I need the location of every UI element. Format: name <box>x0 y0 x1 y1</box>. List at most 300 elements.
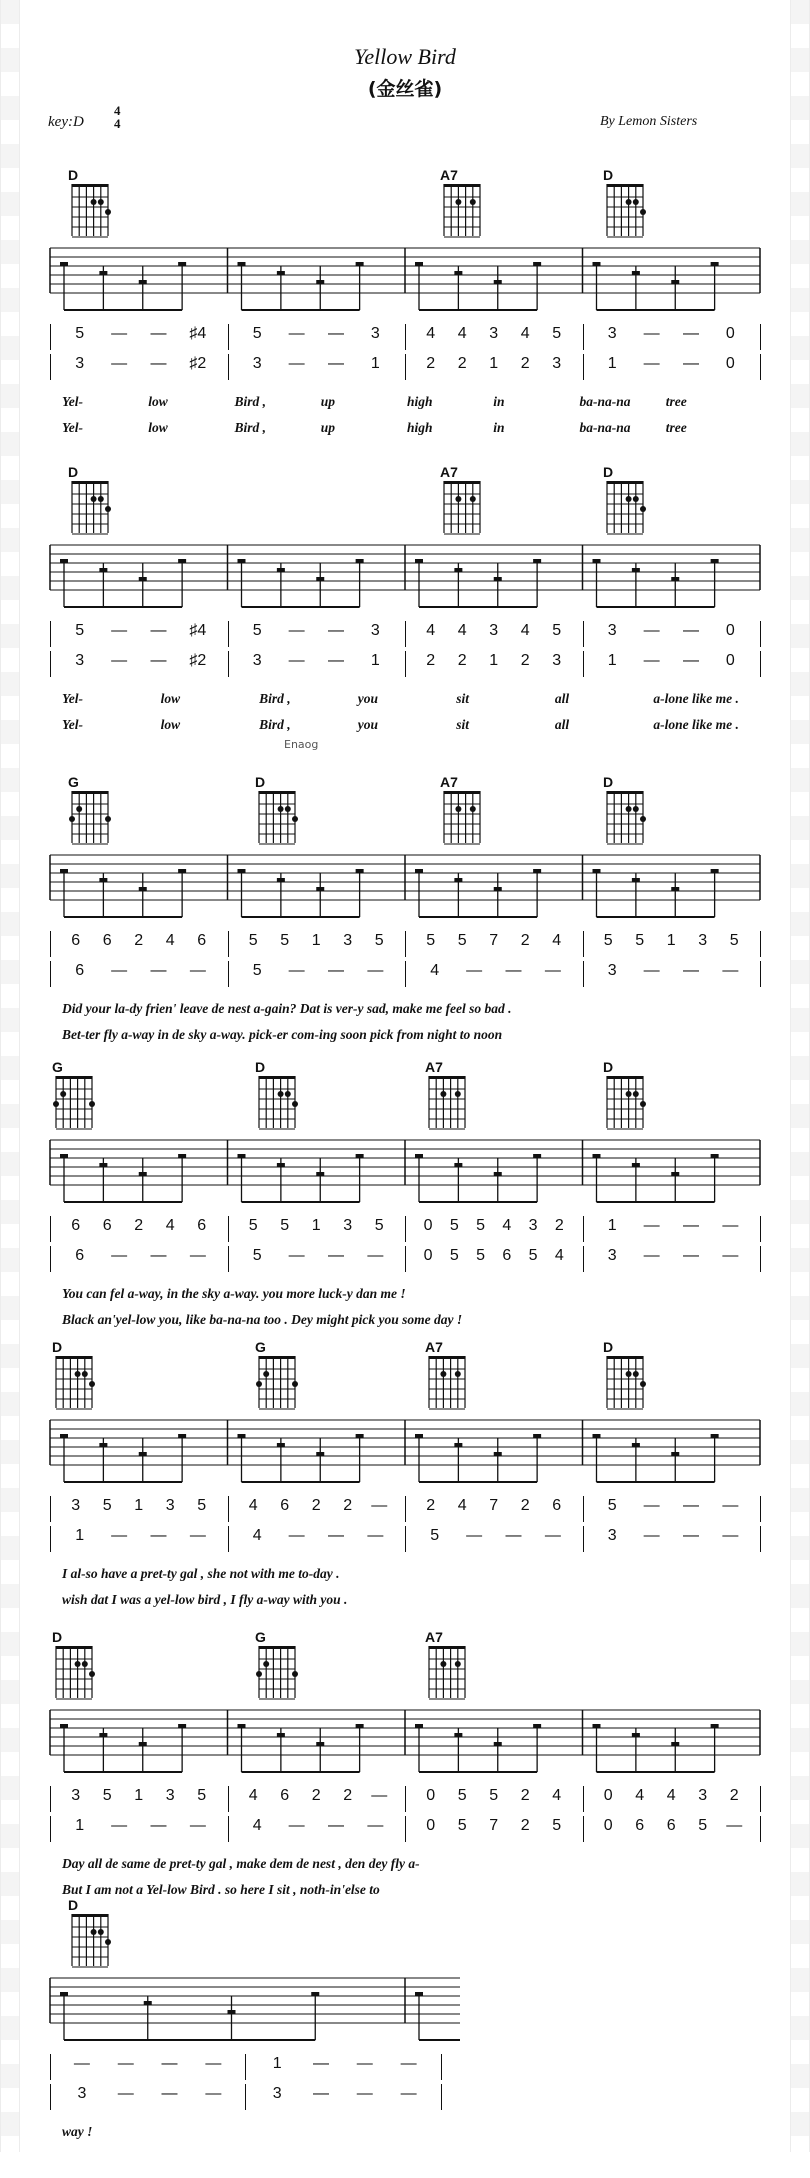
jianpu-note: 4 <box>426 622 436 639</box>
tab-note-mark <box>356 262 364 266</box>
jianpu-note: — <box>544 1527 561 1544</box>
jianpu-note: — <box>505 962 522 979</box>
lyric-word: Yel- <box>62 394 83 409</box>
notation-barline <box>50 1246 51 1272</box>
lyric-word: ba-na-na <box>579 420 631 435</box>
notation-barline <box>228 961 229 987</box>
jianpu-note: 1 <box>134 1787 144 1804</box>
lyric-word: sit <box>456 691 470 706</box>
tab-staff-wrapper <box>0 238 810 322</box>
jianpu-note: 0 <box>426 1817 436 1834</box>
tab-note-mark <box>356 559 364 563</box>
lyric-line <box>0 394 810 416</box>
jianpu-note: 3 <box>75 355 85 372</box>
jianpu-note: — <box>161 2055 178 2072</box>
notation-barline <box>405 1496 406 1522</box>
jianpu-note: — <box>150 1817 167 1834</box>
tab-note-mark <box>454 568 462 572</box>
finger-dot <box>256 1671 262 1677</box>
tab-note-mark <box>711 559 719 563</box>
jianpu-note: 5 <box>476 1217 486 1234</box>
tab-staff-wrapper <box>0 1410 810 1494</box>
lyric-line <box>0 1856 810 1878</box>
tab-staff <box>0 1700 810 1780</box>
jianpu-note: — <box>288 325 305 342</box>
notation-barline <box>228 1786 229 1812</box>
jianpu-note: 4 <box>502 1217 512 1234</box>
notation-barline <box>583 1526 584 1552</box>
tab-note-mark <box>454 1443 462 1447</box>
jianpu-note: — <box>111 622 128 639</box>
notation-barline <box>760 1246 761 1272</box>
jianpu-note: — <box>189 1247 206 1264</box>
chord-diagram-grid <box>52 1074 96 1130</box>
tab-note-mark <box>632 878 640 882</box>
chord-diagram-grid <box>440 789 484 845</box>
jianpu-note: 2 <box>343 1787 353 1804</box>
chord-diagram-grid <box>68 479 112 535</box>
finger-dot <box>105 1939 111 1945</box>
time-signature-top: 4 <box>114 103 121 118</box>
finger-dot <box>292 1671 298 1677</box>
finger-dot <box>440 1371 446 1377</box>
notation-barline <box>760 651 761 677</box>
jianpu-note: 5 <box>252 622 262 639</box>
jianpu-note: — <box>189 962 206 979</box>
finger-dot <box>633 496 639 502</box>
finger-dot <box>91 1929 97 1935</box>
chord-diagram <box>255 1340 301 1412</box>
jianpu-note: — <box>150 622 167 639</box>
tab-note-mark <box>238 869 246 873</box>
finger-dot <box>89 1101 95 1107</box>
tab-system <box>0 1898 810 2178</box>
finger-dot <box>455 806 461 812</box>
finger-dot <box>455 199 461 205</box>
jianpu-note: 2 <box>520 1787 530 1804</box>
chord-diagram <box>603 465 649 537</box>
jianpu-note: 3 <box>165 1787 175 1804</box>
finger-dot <box>455 1091 461 1097</box>
chord-name: D <box>255 1059 266 1075</box>
tab-note-mark <box>533 869 541 873</box>
lyric-line <box>0 420 810 442</box>
jianpu-note: 6 <box>75 1247 85 1264</box>
jianpu-note: 4 <box>248 1497 258 1514</box>
jianpu-note: — <box>643 1527 660 1544</box>
tab-note-mark <box>178 559 186 563</box>
jianpu-note: — <box>722 1527 739 1544</box>
finger-dot <box>626 199 632 205</box>
jianpu-note: — <box>117 2085 134 2102</box>
notation-barline <box>760 354 761 380</box>
jianpu-note: 0 <box>725 622 735 639</box>
tab-note-mark <box>178 869 186 873</box>
chord-name: A7 <box>440 774 458 790</box>
finger-dot <box>470 806 476 812</box>
jianpu-note: 5 <box>248 1217 258 1234</box>
tab-note-mark <box>277 568 285 572</box>
notation-barline <box>583 324 584 350</box>
jianpu-note: 2 <box>426 652 436 669</box>
jianpu-note: 2 <box>457 355 467 372</box>
tab-system <box>0 1060 810 1340</box>
jianpu-note: 5 <box>449 1217 459 1234</box>
jianpu-note: — <box>150 355 167 372</box>
jianpu-note: — <box>682 652 699 669</box>
jianpu-note: 2 <box>554 1217 564 1234</box>
tab-note-mark <box>277 878 285 882</box>
tab-note-mark <box>277 1163 285 1167</box>
jianpu-note: 1 <box>607 652 617 669</box>
jianpu-note: 0 <box>725 325 735 342</box>
jianpu-note: 3 <box>272 2085 282 2102</box>
jianpu-note: 6 <box>102 1217 112 1234</box>
tab-note-mark <box>99 1163 107 1167</box>
jianpu-note: — <box>682 1217 699 1234</box>
jianpu-note: 2 <box>729 1787 739 1804</box>
jianpu-note: — <box>682 1497 699 1514</box>
tab-note-mark <box>99 568 107 572</box>
tab-note-mark <box>593 869 601 873</box>
finger-dot <box>440 1091 446 1097</box>
notation-barline <box>583 961 584 987</box>
tab-note-mark <box>139 577 147 581</box>
finger-dot <box>640 1101 646 1107</box>
jianpu-note: 1 <box>75 1527 85 1544</box>
tab-note-mark <box>593 1724 601 1728</box>
lyric-word: ba-na-na <box>579 394 631 409</box>
lyric-word: high <box>407 420 433 435</box>
notation-barline <box>583 651 584 677</box>
notation-barline <box>441 2054 442 2080</box>
finger-dot <box>626 1091 632 1097</box>
chord-diagram <box>440 775 486 847</box>
notation-barline <box>583 621 584 647</box>
notation-barline <box>583 1246 584 1272</box>
chord-diagram <box>425 1630 471 1702</box>
jianpu-note: — <box>682 1247 699 1264</box>
jianpu-note: 5 <box>552 1817 562 1834</box>
tab-note-mark <box>99 1733 107 1737</box>
finger-dot <box>470 199 476 205</box>
chord-diagram-grid <box>603 479 647 535</box>
notation-barline <box>760 931 761 957</box>
jianpu-note: — <box>327 1247 344 1264</box>
tab-note-mark <box>632 1443 640 1447</box>
notation-barline <box>228 1526 229 1552</box>
jianpu-note: — <box>312 2055 329 2072</box>
chord-diagram-grid <box>68 1912 112 1968</box>
jianpu-note: 3 <box>528 1217 538 1234</box>
chord-name: A7 <box>425 1339 443 1355</box>
notation-barline <box>245 2054 246 2080</box>
jianpu-note: 3 <box>698 932 708 949</box>
finger-dot <box>455 1661 461 1667</box>
jianpu-note: — <box>367 1817 384 1834</box>
jianpu-note: 6 <box>197 932 207 949</box>
jianpu-note: — <box>73 2055 90 2072</box>
jianpu-note: 3 <box>165 1497 175 1514</box>
jianpu-note: 1 <box>489 652 499 669</box>
notation-barline <box>228 1816 229 1842</box>
jianpu-note: 2 <box>520 355 530 372</box>
tab-system <box>0 465 810 745</box>
chord-diagram <box>255 775 301 847</box>
chord-diagram <box>440 465 486 537</box>
jianpu-note: 5 <box>603 932 613 949</box>
tab-note-mark <box>415 559 423 563</box>
tab-note-mark <box>228 2010 236 2014</box>
jianpu-note: 6 <box>280 1497 290 1514</box>
jianpu-note: 4 <box>252 1817 262 1834</box>
finger-dot <box>60 1091 66 1097</box>
jianpu-note: — <box>111 355 128 372</box>
chord-diagram <box>68 168 114 240</box>
jianpu-note: 3 <box>607 1247 617 1264</box>
tab-note-mark <box>671 887 679 891</box>
lyric-word: tree <box>665 394 687 409</box>
jianpu-note: 4 <box>457 1497 467 1514</box>
jianpu-note: 7 <box>489 932 499 949</box>
tab-note-mark <box>593 559 601 563</box>
tab-note-mark <box>671 280 679 284</box>
tab-staff-wrapper <box>0 1968 460 2052</box>
notation-barline <box>228 621 229 647</box>
finger-dot <box>89 1381 95 1387</box>
lyric-word: up <box>320 394 336 409</box>
tab-note-mark <box>711 869 719 873</box>
jianpu-note: — <box>111 652 128 669</box>
numbered-notation-row <box>0 2084 810 2114</box>
jianpu-note: 0 <box>603 1817 613 1834</box>
jianpu-note: — <box>356 2055 373 2072</box>
tab-note-mark <box>671 1172 679 1176</box>
tab-note-mark <box>178 262 186 266</box>
finger-dot <box>626 1371 632 1377</box>
chord-name: G <box>255 1629 266 1645</box>
finger-dot <box>82 1371 88 1377</box>
lyric-word: Did your la-dy frien' leave de nest a-gain? Dat is ver-y sad, make me feel so bad . <box>62 1001 512 1016</box>
jianpu-note: — <box>111 962 128 979</box>
tab-note-mark <box>238 1434 246 1438</box>
jianpu-note: — <box>111 1817 128 1834</box>
tab-note-mark <box>238 1724 246 1728</box>
jianpu-note: ♯4 <box>189 325 207 342</box>
jianpu-note: — <box>150 652 167 669</box>
jianpu-note: 5 <box>252 962 262 979</box>
jianpu-note: — <box>327 652 344 669</box>
lyric-word: Yel- <box>62 420 83 435</box>
jianpu-note: — <box>288 652 305 669</box>
jianpu-note: 7 <box>489 1817 499 1834</box>
finger-dot <box>633 199 639 205</box>
chord-diagram <box>68 465 114 537</box>
notation-barline <box>583 1496 584 1522</box>
finger-dot <box>285 1091 291 1097</box>
jianpu-note: 4 <box>520 325 530 342</box>
tab-note-mark <box>533 1154 541 1158</box>
chord-diagram <box>603 1340 649 1412</box>
tab-staff <box>0 845 810 925</box>
tab-staff-wrapper <box>0 535 810 619</box>
tab-staff <box>0 1968 460 2048</box>
tab-note-mark <box>454 1163 462 1167</box>
chord-name: D <box>68 1897 79 1913</box>
jianpu-note: 4 <box>426 325 436 342</box>
jianpu-note: 1 <box>311 1217 321 1234</box>
jianpu-note: 5 <box>698 1817 708 1834</box>
jianpu-note: 3 <box>343 1217 353 1234</box>
tab-note-mark <box>454 1733 462 1737</box>
jianpu-note: ♯4 <box>189 622 207 639</box>
finger-dot <box>285 806 291 812</box>
finger-dot <box>633 1371 639 1377</box>
tab-note-mark <box>238 1154 246 1158</box>
tab-note-mark <box>533 1724 541 1728</box>
jianpu-note: — <box>367 1247 384 1264</box>
jianpu-note: — <box>150 1527 167 1544</box>
jianpu-note: — <box>327 355 344 372</box>
jianpu-note: 4 <box>552 932 562 949</box>
lyric-word: tree <box>665 420 687 435</box>
finger-dot <box>263 1371 269 1377</box>
jianpu-note: — <box>161 2085 178 2102</box>
finger-dot <box>53 1101 59 1107</box>
chord-diagram-grid <box>440 479 484 535</box>
tab-note-mark <box>316 1172 324 1176</box>
jianpu-note: 2 <box>520 1817 530 1834</box>
finger-dot <box>455 496 461 502</box>
notation-barline <box>228 1246 229 1272</box>
jianpu-note: 5 <box>552 622 562 639</box>
notation-barline <box>50 2054 51 2080</box>
chord-diagram <box>425 1060 471 1132</box>
notation-barline <box>50 931 51 957</box>
key-signature: key:D <box>48 114 84 130</box>
finger-dot <box>440 1661 446 1667</box>
jianpu-note: 3 <box>698 1787 708 1804</box>
lyric-word: You can fel a-way, in the sky a-way. you more luck-y dan me ! <box>62 1286 406 1301</box>
notation-barline <box>583 1816 584 1842</box>
notation-barline <box>760 1216 761 1242</box>
tab-note-mark <box>632 568 640 572</box>
jianpu-note: — <box>111 1247 128 1264</box>
notation-barline <box>760 324 761 350</box>
jianpu-note: — <box>327 962 344 979</box>
lyric-word: I al-so have a pret-ty gal , she not with me to-day . <box>62 1566 340 1581</box>
finger-dot <box>263 1661 269 1667</box>
jianpu-note: 5 <box>374 932 384 949</box>
notation-barline <box>50 1526 51 1552</box>
tab-note-mark <box>593 262 601 266</box>
jianpu-note: — <box>189 1527 206 1544</box>
chord-diagram-grid <box>603 1074 647 1130</box>
lyric-word: way ! <box>62 2124 93 2139</box>
notation-barline <box>228 324 229 350</box>
chord-name: D <box>603 1339 614 1355</box>
finger-dot <box>82 1661 88 1667</box>
tab-note-mark <box>139 1742 147 1746</box>
jianpu-note: 5 <box>607 1497 617 1514</box>
chord-diagram <box>603 1060 649 1132</box>
jianpu-note: 2 <box>520 1497 530 1514</box>
lyric-line <box>0 1027 810 1049</box>
tab-note-mark <box>316 280 324 284</box>
notation-barline <box>50 1816 51 1842</box>
tab-staff-wrapper <box>0 845 810 929</box>
jianpu-note: — <box>643 622 660 639</box>
jianpu-note: — <box>150 1247 167 1264</box>
notation-barline <box>760 1786 761 1812</box>
tab-system <box>0 168 810 448</box>
lyric-word: Bird , <box>234 394 267 409</box>
notation-barline <box>405 1526 406 1552</box>
notation-barline <box>50 1496 51 1522</box>
jianpu-note: 3 <box>252 355 262 372</box>
jianpu-note: 0 <box>423 1247 433 1264</box>
jianpu-note: 5 <box>102 1497 112 1514</box>
chord-name: D <box>603 167 614 183</box>
chord-name: D <box>603 1059 614 1075</box>
tab-note-mark <box>415 262 423 266</box>
lyric-word: you <box>357 717 378 732</box>
chord-name: D <box>255 774 266 790</box>
finger-dot <box>91 199 97 205</box>
tab-note-mark <box>316 887 324 891</box>
jianpu-note: — <box>643 1217 660 1234</box>
tab-note-mark <box>60 559 68 563</box>
jianpu-note: 1 <box>607 1217 617 1234</box>
chord-name: A7 <box>440 167 458 183</box>
jianpu-note: — <box>726 1817 743 1834</box>
jianpu-note: 2 <box>311 1787 321 1804</box>
chord-diagram-grid <box>603 182 647 238</box>
chord-diagram <box>52 1060 98 1132</box>
numbered-notation-row <box>0 324 810 354</box>
tab-note-mark <box>494 280 502 284</box>
jianpu-note: — <box>327 1527 344 1544</box>
jianpu-note: 6 <box>71 1217 81 1234</box>
tab-note-mark <box>632 1163 640 1167</box>
chord-diagram-grid <box>603 789 647 845</box>
tab-note-mark <box>238 262 246 266</box>
chord-diagram <box>603 168 649 240</box>
chord-diagram <box>255 1060 301 1132</box>
tab-note-mark <box>311 1992 319 1996</box>
jianpu-note: 2 <box>426 1497 436 1514</box>
finger-dot <box>105 816 111 822</box>
chord-diagram-grid <box>440 182 484 238</box>
chord-name: A7 <box>425 1059 443 1075</box>
chord-diagram <box>440 168 486 240</box>
numbered-notation-row <box>0 961 810 991</box>
jianpu-note: — <box>722 962 739 979</box>
finger-dot <box>75 1661 81 1667</box>
jianpu-note: 3 <box>370 325 380 342</box>
jianpu-note: 4 <box>248 1787 258 1804</box>
notation-barline <box>760 1816 761 1842</box>
tab-note-mark <box>277 1733 285 1737</box>
chord-diagram-grid <box>603 1354 647 1410</box>
jianpu-note: 3 <box>552 355 562 372</box>
numbered-notation-row <box>0 1786 810 1816</box>
jianpu-note: 4 <box>457 325 467 342</box>
jianpu-note: 5 <box>457 1817 467 1834</box>
lyric-word: low <box>160 717 181 732</box>
tab-staff-wrapper <box>0 1130 810 1214</box>
chord-diagram-grid <box>425 1074 469 1130</box>
